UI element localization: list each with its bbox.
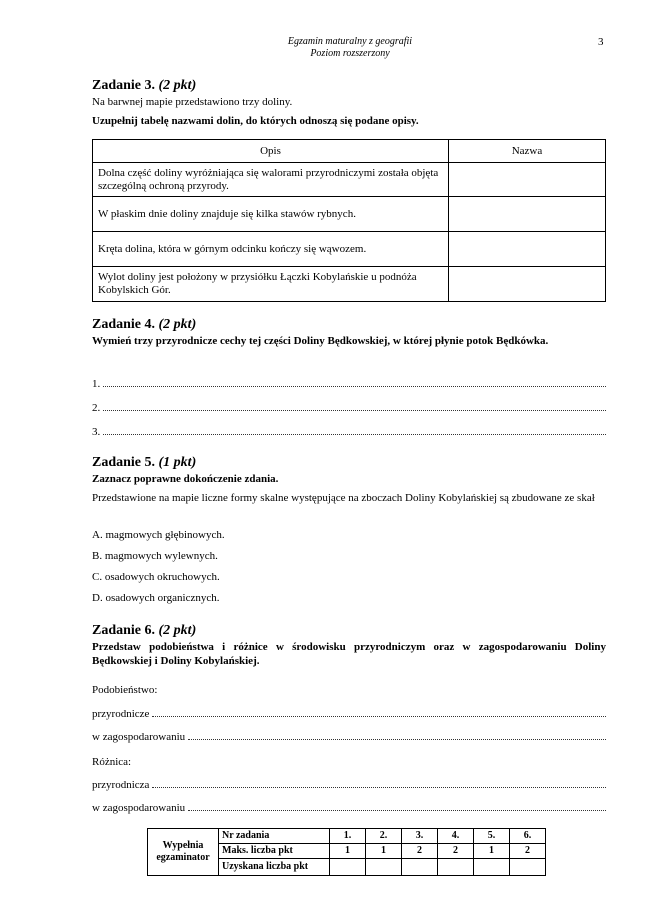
difference-label: Różnica: [92, 756, 132, 768]
task3-table-header [93, 140, 606, 163]
dotted-fill [152, 706, 606, 717]
row-label-obtained: Uzyskana liczba pkt [219, 859, 330, 876]
answer-line[interactable] [92, 777, 606, 792]
option-d[interactable]: D. osadowych organicznych. [92, 592, 220, 604]
dotted-fill [103, 400, 606, 411]
answer-line[interactable] [92, 800, 606, 815]
answer-line-label: przyrodnicze [92, 708, 150, 720]
task5-points: (1 pkt) [158, 455, 197, 470]
obtained-points-cell[interactable] [474, 859, 510, 876]
max-points-cell: 2 [402, 844, 438, 859]
table-row [93, 232, 606, 267]
task-number-cell: 3. [402, 829, 438, 844]
row-label-max: Maks. liczba pkt [219, 844, 330, 859]
task6-number: Zadanie 6. [92, 623, 156, 638]
max-points-cell: 2 [438, 844, 474, 859]
row-name-answer[interactable] [449, 232, 606, 267]
task-number-cell: 2. [366, 829, 402, 844]
task6-instruction: Przedstaw podobieństwa i różnice w środowisku przyrodniczym oraz w zagospodarowaniu Doliny Będkowskiej i Doliny Kobylańskiej. [92, 641, 606, 667]
option-a[interactable]: A. magmowych głębinowych. [92, 529, 225, 541]
answer-line[interactable] [92, 400, 606, 415]
task4-points: (2 pkt) [158, 317, 197, 332]
task-number-cell: 4. [438, 829, 474, 844]
header-exam-title: Egzamin maturalny z geografii [287, 36, 413, 47]
task4-title [92, 317, 196, 333]
page-header [240, 36, 460, 60]
answer-line-label: w zagospodarowaniu [92, 731, 186, 743]
row-description: W płaskim dnie doliny znajduje się kilka stawów rybnych. [93, 197, 449, 232]
task4-instruction: Wymień trzy przyrodnicze cechy tej części Doliny Będkowskiej, w której płynie potok Będkówka. [92, 335, 549, 347]
obtained-points-cell[interactable] [510, 859, 546, 876]
table-row [93, 267, 606, 302]
table-row [93, 197, 606, 232]
max-points-cell: 1 [474, 844, 510, 859]
dotted-fill [188, 729, 606, 740]
answer-line[interactable] [92, 706, 606, 721]
answer-line[interactable] [92, 729, 606, 744]
row-description: Wylot doliny jest położony w przysiółku Łączki Kobylańskie u podnóża Kobylskich Gór. [93, 267, 449, 302]
row-description: Kręta dolina, która w górnym odcinku kończy się wąwozem. [93, 232, 449, 267]
obtained-points-cell[interactable] [330, 859, 366, 876]
answer-number: 1. [92, 378, 101, 390]
task3-table [92, 139, 606, 302]
task-number-cell: 5. [474, 829, 510, 844]
answer-line-label: w zagospodarowaniu [92, 802, 186, 814]
answer-number: 2. [92, 402, 101, 414]
dotted-fill [103, 376, 606, 387]
header-level: Poziom rozszerzony [310, 48, 390, 59]
row-description: Dolna część doliny wyróżniająca się walorami przyrodniczymi została objęta szczególną ochroną przyrody. [93, 163, 449, 197]
task5-title [92, 455, 196, 471]
task3-title [92, 78, 196, 94]
option-c[interactable]: C. osadowych okruchowych. [92, 571, 220, 583]
col-nazwa: Nazwa [449, 140, 606, 163]
examiner-score-table [147, 828, 546, 876]
table-row [93, 163, 606, 197]
answer-number: 3. [92, 426, 101, 438]
obtained-points-cell[interactable] [366, 859, 402, 876]
similarity-label: Podobieństwo: [92, 684, 158, 696]
task6-title [92, 623, 196, 639]
option-b[interactable]: B. magmowych wylewnych. [92, 550, 218, 562]
task6-points: (2 pkt) [158, 623, 197, 638]
task-number-cell: 6. [510, 829, 546, 844]
col-opis: Opis [93, 140, 449, 163]
max-points-cell: 1 [330, 844, 366, 859]
task5-instruction: Zaznacz poprawne dokończenie zdania. [92, 473, 279, 485]
row-name-answer[interactable] [449, 197, 606, 232]
task5-stem: Przedstawione na mapie liczne formy skalne występujące na zboczach Doliny Kobylańskiej są zbudowane ze skał [92, 492, 595, 504]
examiner-label: Wypełnia egzaminator [148, 829, 219, 876]
task5-number: Zadanie 5. [92, 455, 156, 470]
answer-line[interactable] [92, 376, 606, 391]
task4-number: Zadanie 4. [92, 317, 156, 332]
page-number: 3 [598, 36, 604, 48]
task3-points: (2 pkt) [158, 78, 197, 93]
task3-intro: Na barwnej mapie przedstawiono trzy doliny. [92, 96, 293, 108]
task3-instruction: Uzupełnij tabelę nazwami dolin, do których odnoszą się podane opisy. [92, 115, 419, 127]
max-points-cell: 1 [366, 844, 402, 859]
row-name-answer[interactable] [449, 267, 606, 302]
answer-line-label: przyrodnicza [92, 779, 150, 791]
answer-line[interactable] [92, 424, 606, 439]
max-points-cell: 2 [510, 844, 546, 859]
dotted-fill [152, 777, 606, 788]
task3-number: Zadanie 3. [92, 78, 156, 93]
task-number-cell: 1. [330, 829, 366, 844]
dotted-fill [188, 800, 606, 811]
obtained-points-cell[interactable] [438, 859, 474, 876]
row-name-answer[interactable] [449, 163, 606, 197]
score-row-task-numbers [148, 829, 546, 844]
obtained-points-cell[interactable] [402, 859, 438, 876]
row-label-task: Nr zadania [219, 829, 330, 844]
dotted-fill [103, 424, 606, 435]
